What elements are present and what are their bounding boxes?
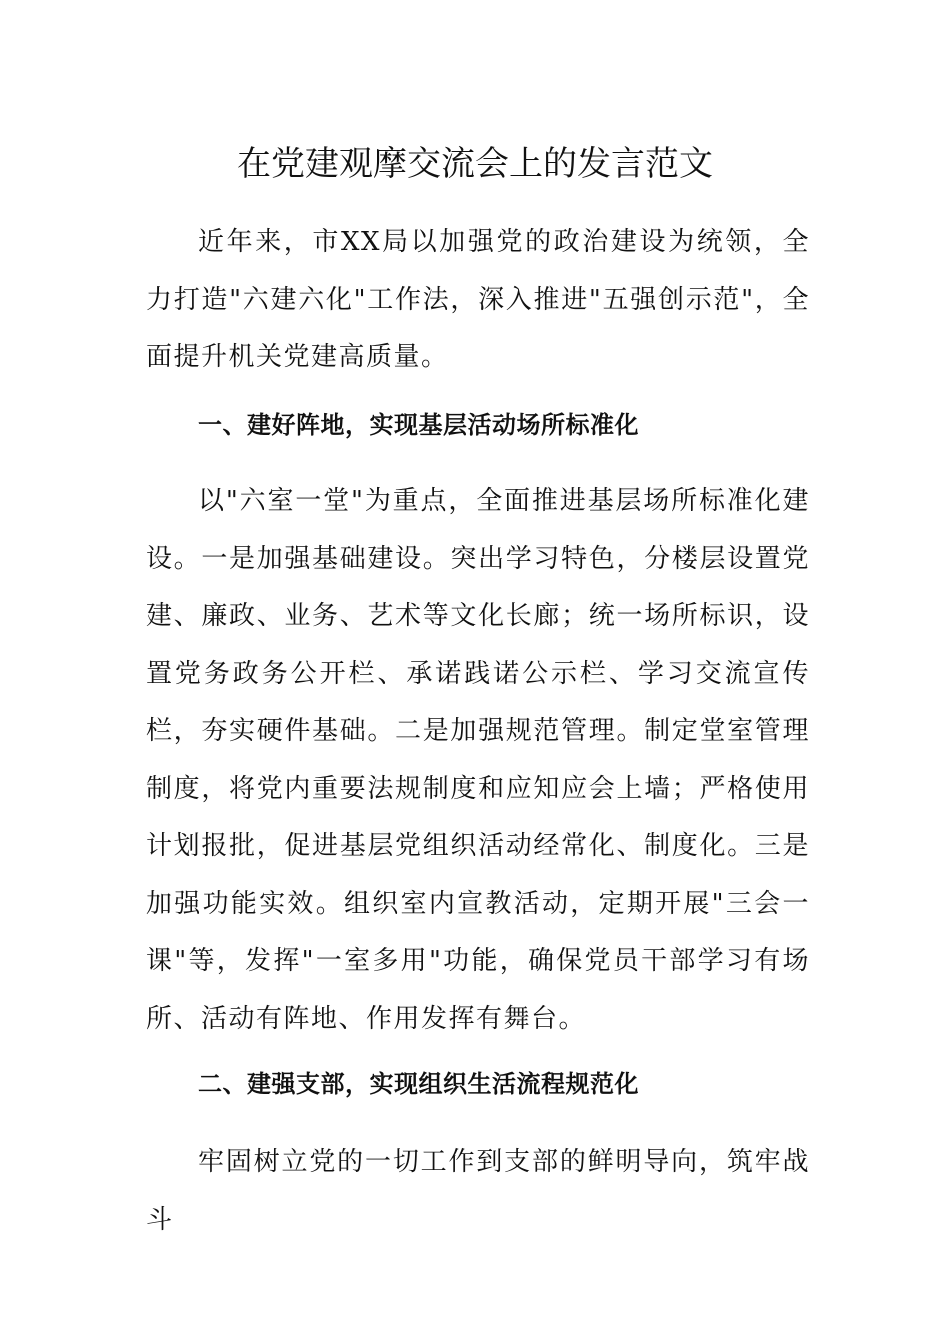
section-body-2: 牢固树立党的一切工作到支部的鲜明导向，筑牢战斗: [146, 1147, 810, 1235]
document-title: 在党建观摩交流会上的发言范文: [237, 144, 713, 184]
section-heading-2: 二、建强支部，实现组织生活流程规范化: [198, 1070, 639, 1098]
section-heading-1: 一、建好阵地，实现基层活动场所标准化: [198, 411, 639, 439]
intro-paragraph: 近年来，市XX局以加强党的政治建设为统领，全力打造"六建六化"工作法，深入推进"五强创示范"，全面提升机关党建高质量。: [146, 227, 810, 372]
section-body-1: 以"六室一堂"为重点，全面推进基层场所标准化建设。一是加强基础建设。突出学习特色，分楼层设置党建、廉政、业务、艺术等文化长廊；统一场所标识，设置党务政务公开栏、承诺践诺公示栏、学习交流宣传栏，夯实硬件基础。二是加强规范管理。制定堂室管理制度，将党内重要法规制度和应知应会上墙；严格使用计划报批，促进基层党组织活动经常化、制度化。三是加强功能实效。组织室内宣教活动，定期开展"三会一课"等，发挥"一室多用"功能，确保党员干部学习有场所、活动有阵地、作用发挥有舞台。: [146, 486, 810, 1034]
